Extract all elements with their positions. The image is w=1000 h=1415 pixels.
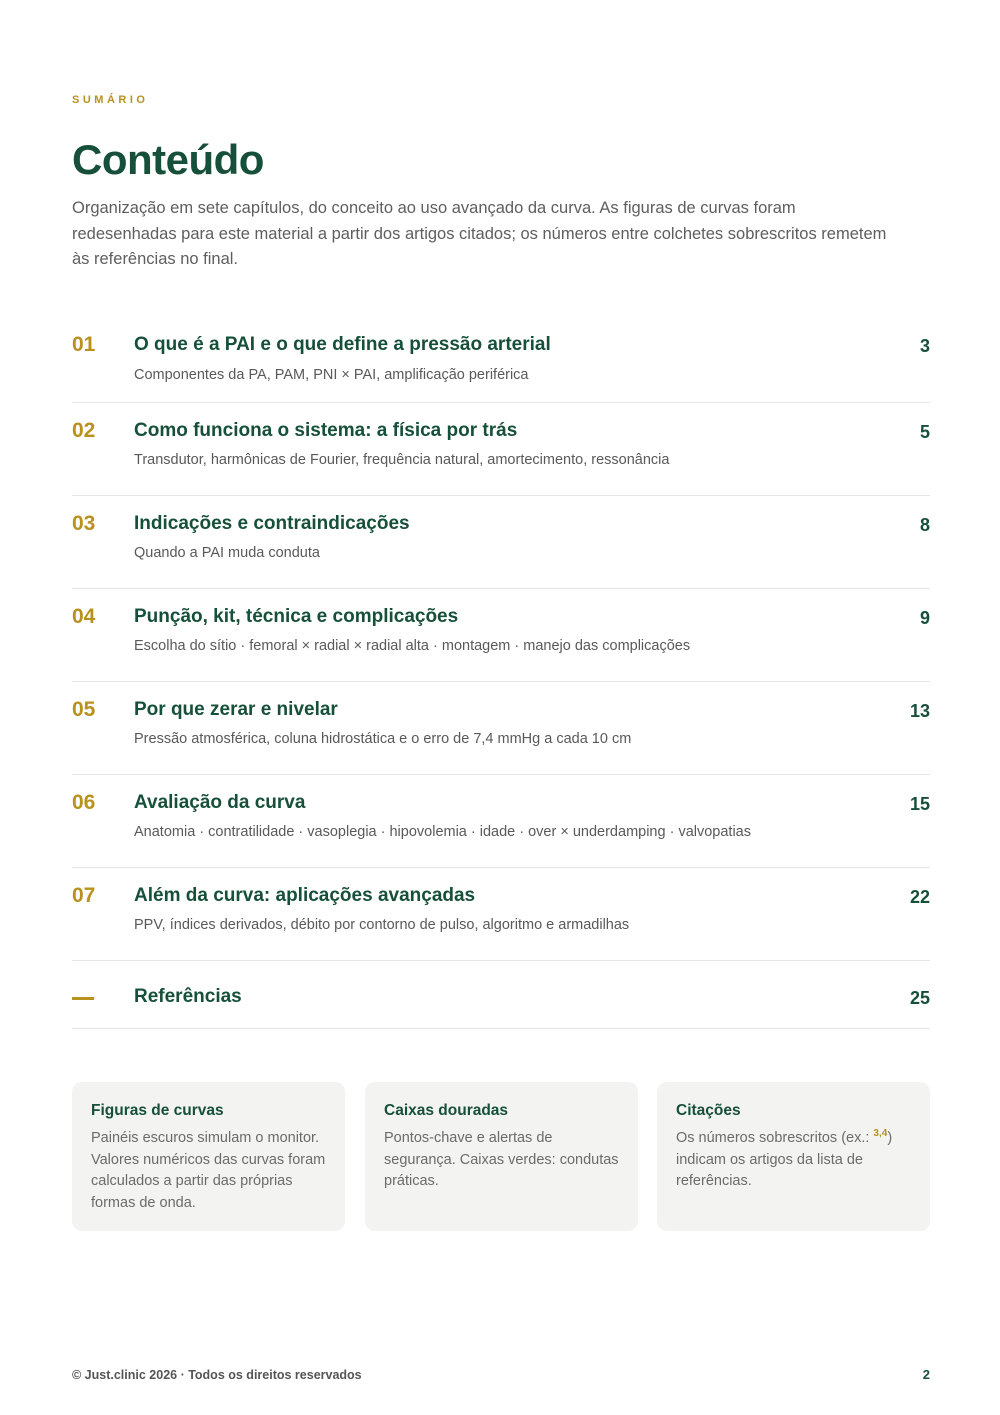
toc-chapter-subtitle: Anatomia · contratilidade · vasoplegia · hipovolemia · idade · over × underdamping · valvopatias <box>134 824 751 840</box>
toc-chapter-title: Avaliação da curva <box>134 792 306 813</box>
toc-chapter-subtitle: Transdutor, harmônicas de Fourier, frequência natural, amortecimento, ressonância <box>134 452 670 468</box>
toc-chapter-subtitle: Escolha do sítio · femoral × radial × radial alta · montagem · manejo das complicações <box>134 638 691 654</box>
legend-cards <box>72 1082 930 1231</box>
toc-page-number: 9 <box>919 608 930 628</box>
table-of-contents <box>72 318 930 1029</box>
toc-chapter-title: Além da curva: aplicações avançadas <box>134 885 476 906</box>
toc-entry-references[interactable] <box>72 961 930 1029</box>
card-body-text: Os números sobrescritos (ex.: <box>676 1130 874 1146</box>
card-body: Painéis escuros simulam o monitor. Valores numéricos das curvas foram calculados a partir das próprias formas de onda. <box>91 1130 326 1211</box>
toc-chapter-subtitle: Componentes da PA, PAM, PNI × PAI, amplificação periférica <box>134 367 529 383</box>
card-title: Citações <box>676 1102 741 1119</box>
card-title: Figuras de curvas <box>91 1102 224 1119</box>
citation-superscript: 3,4 <box>873 1128 888 1139</box>
toc-chapter-title: Punção, kit, técnica e complicações <box>134 606 459 627</box>
toc-page-number: 8 <box>919 515 930 535</box>
toc-page-number: 25 <box>909 988 930 1008</box>
footer-copyright: © Just.clinic 2026 · Todos os direitos reservados <box>72 1368 362 1382</box>
footer-page-number: 2 <box>922 1367 930 1382</box>
toc-page-number: 5 <box>919 422 930 442</box>
toc-page-number: 22 <box>909 887 930 907</box>
toc-chapter-number: 04 <box>72 605 96 628</box>
toc-page-number: 15 <box>909 794 930 814</box>
card-gold-boxes <box>365 1082 638 1231</box>
toc-entry-05[interactable] <box>72 682 930 775</box>
toc-chapter-title: Indicações e contraindicações <box>134 513 410 534</box>
toc-page-number: 3 <box>919 336 930 356</box>
toc-chapter-subtitle: Quando a PAI muda conduta <box>134 545 320 561</box>
card-curve-figures <box>72 1082 345 1231</box>
toc-page-number: 13 <box>909 701 930 721</box>
toc-entry-03[interactable] <box>72 496 930 589</box>
toc-chapter-number: 03 <box>72 512 96 535</box>
intro-paragraph: Organização em sete capítulos, do conceito ao uso avançado da curva. As figuras de curvas foram redesenhadas para este material a partir dos artigos citados; os números entre colchetes sobrescritos remetem às referências no final. <box>72 199 887 268</box>
card-body-text: ) indicam os artigos da lista de referências. <box>676 1130 893 1189</box>
card-title: Caixas douradas <box>384 1102 509 1119</box>
page-title: Conteúdo <box>72 136 264 183</box>
toc-chapter-number: 02 <box>72 419 96 442</box>
toc-chapter-number: 07 <box>72 884 96 907</box>
toc-chapter-title: Como funciona o sistema: a física por trás <box>134 420 518 441</box>
card-body <box>676 1128 912 1193</box>
toc-chapter-title: Por que zerar e nivelar <box>134 699 338 720</box>
toc-entry-06[interactable] <box>72 775 930 868</box>
toc-chapter-title: O que é a PAI e o que define a pressão arterial <box>134 334 551 355</box>
eyebrow-label: SUMÁRIO <box>72 94 149 106</box>
toc-chapter-subtitle: PPV, índices derivados, débito por contorno de pulso, algoritmo e armadilhas <box>134 917 630 933</box>
dash-marker-icon <box>72 997 94 1000</box>
toc-chapter-subtitle: Pressão atmosférica, coluna hidrostática e o erro de 7,4 mmHg a cada 10 cm <box>134 731 632 747</box>
toc-entry-07[interactable] <box>72 868 930 961</box>
toc-chapter-number: 06 <box>72 791 96 814</box>
toc-references-title: Referências <box>134 986 242 1007</box>
toc-chapter-number: 05 <box>72 698 96 721</box>
toc-entry-04[interactable] <box>72 589 930 682</box>
toc-chapter-number: 01 <box>72 333 96 356</box>
card-body: Pontos-chave e alertas de segurança. Caixas verdes: condutas práticas. <box>384 1130 619 1189</box>
toc-entry-01[interactable] <box>72 318 930 403</box>
card-citations <box>657 1082 930 1231</box>
toc-entry-02[interactable] <box>72 403 930 496</box>
